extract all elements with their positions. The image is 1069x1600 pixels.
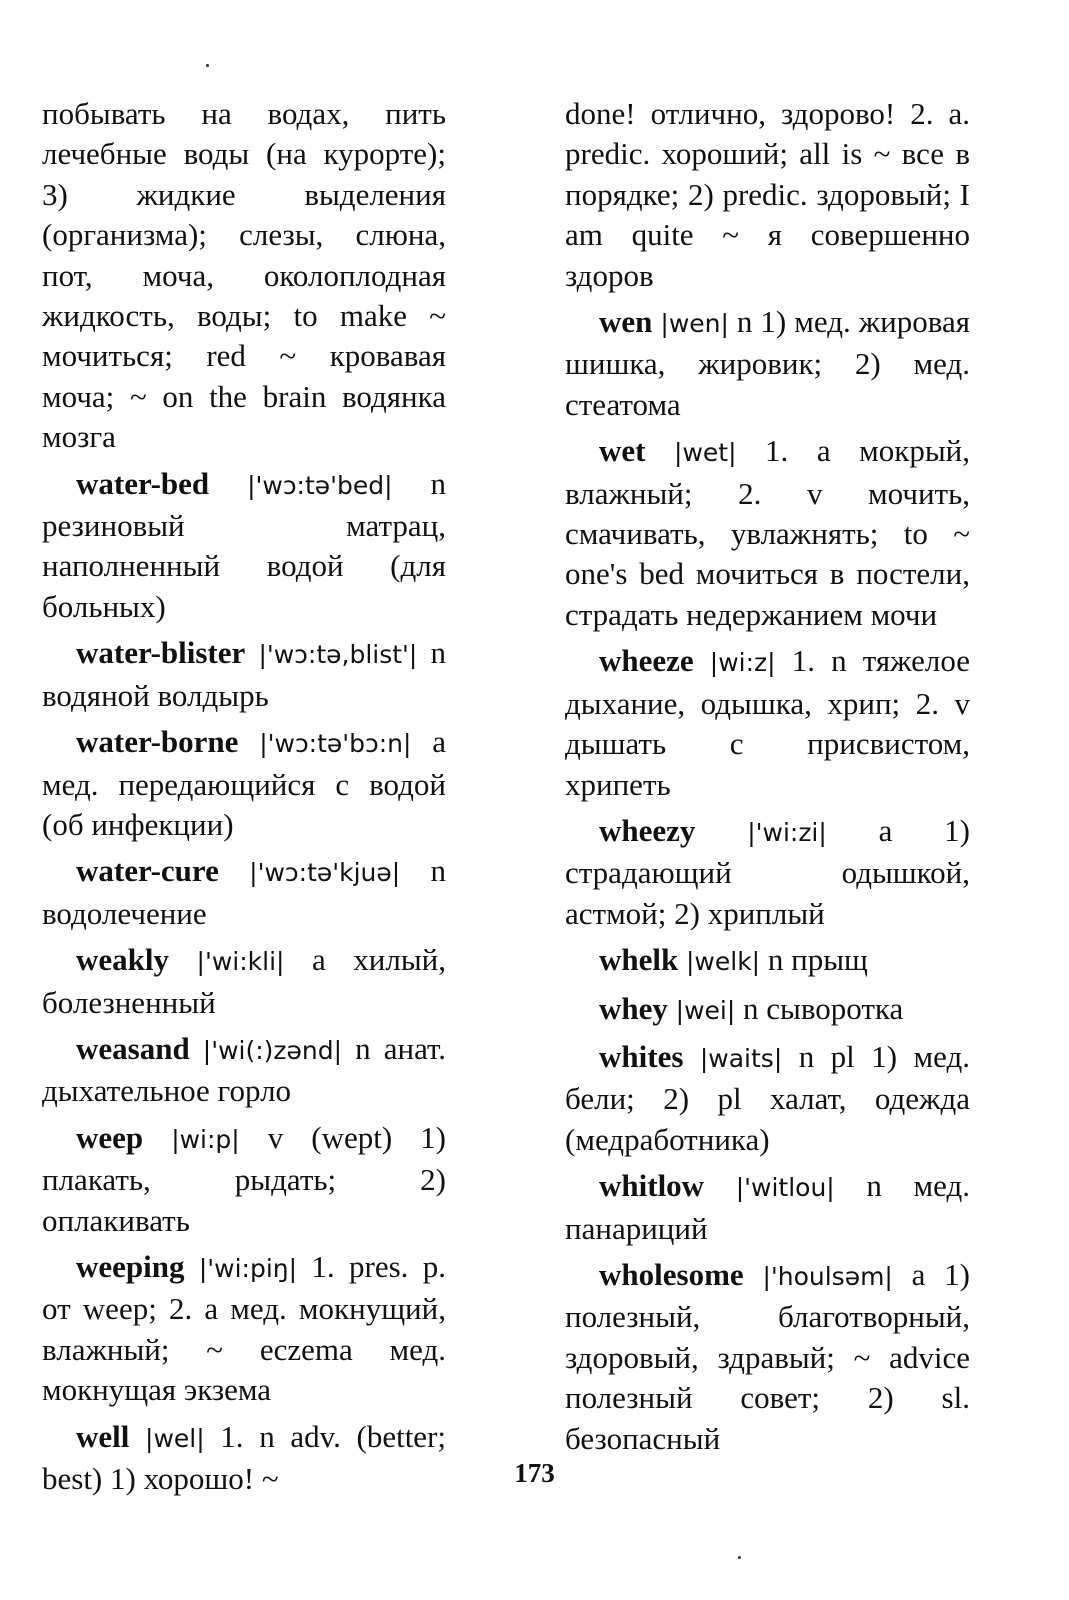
entry-headword: weeping xyxy=(76,1248,185,1284)
dictionary-entry xyxy=(565,94,970,296)
dictionary-entry xyxy=(42,1029,446,1112)
entry-headword: weasand xyxy=(76,1030,190,1066)
dictionary-entry xyxy=(42,722,446,845)
entry-transcription: |wi:z| xyxy=(709,648,776,678)
right-column xyxy=(565,94,970,1465)
scan-speck xyxy=(206,64,209,67)
entry-body: n водолечение xyxy=(42,853,446,931)
entry-body: n резиновый матрац, наполненный водой (для больных) xyxy=(42,465,446,624)
entry-body: n прыщ xyxy=(760,942,868,978)
dictionary-entry xyxy=(565,1255,970,1459)
entry-transcription: |'wɔ:tə'bɔ:n| xyxy=(259,729,412,759)
entry-headword: whelk xyxy=(599,942,679,978)
dictionary-entry xyxy=(42,1118,446,1241)
entry-body: 1. a мокрый, влажный; 2. v мочить, смачивать, увлажнять; to ~ one's bed мочиться в постели, страдать недержанием мочи xyxy=(565,433,970,632)
entry-headword: water-bed xyxy=(76,465,210,501)
entry-body: n анат. дыхательное горло xyxy=(42,1030,447,1109)
entry-transcription: |'wɔ:tə'kjuə| xyxy=(249,858,401,888)
dictionary-entry xyxy=(565,989,970,1031)
entry-body: a 1) страдающий одышкой, астмой; 2) хриплый xyxy=(565,812,970,931)
entry-transcription: |wi:p| xyxy=(171,1124,240,1154)
entry-body: n мед. панариций xyxy=(565,1168,970,1246)
entry-transcription: |'wɔ:tə'bed| xyxy=(247,470,393,500)
entry-headword: wheezy xyxy=(599,812,696,848)
left-column xyxy=(42,94,446,1505)
dictionary-entry xyxy=(565,940,970,982)
entry-body: n водяной волдырь xyxy=(42,635,447,713)
dictionary-entry xyxy=(565,811,970,934)
entry-body: n 1) мед. жировая шишка, жировик; 2) мед. стеатома xyxy=(565,304,970,422)
entry-body: a хилый, болезненный xyxy=(42,942,446,1020)
entry-transcription: |'wi:piŋ| xyxy=(198,1253,298,1283)
entry-body: n pl 1) мед. бели; 2) pl халат, одежда (медработника) xyxy=(565,1038,971,1157)
page-number: 173 xyxy=(514,1458,555,1488)
entry-body: побывать на водах, пить лечебные воды (на курорте); 3) жидкие выделения (организма); слезы, слюна, пот, моча, околоплодная жидкость, воды; to make ~ мочиться; red ~ кровавая моча; ~ on the brain водянка мозга xyxy=(42,96,446,455)
entry-headword: water-borne xyxy=(76,724,239,760)
entry-headword: whey xyxy=(599,990,668,1026)
entry-headword: weep xyxy=(76,1119,144,1155)
entry-headword: wet xyxy=(599,433,646,469)
entry-body: 1. n тяжелое дыхание, одышка, хрип; 2. v дышать с присвистом, хрипеть xyxy=(565,643,970,802)
entry-headword: whitlow xyxy=(599,1168,705,1204)
dictionary-entry xyxy=(565,641,970,805)
dictionary-entry xyxy=(565,302,970,425)
entry-headword: water-blister xyxy=(76,635,246,671)
entry-headword: water-cure xyxy=(76,853,219,889)
entry-body: n сыворотка xyxy=(735,990,904,1026)
entry-transcription: |'wi(:)zənd| xyxy=(202,1035,343,1065)
entry-transcription: |'wi:kli| xyxy=(196,947,285,977)
dictionary-entry xyxy=(565,1037,970,1160)
dictionary-entry xyxy=(42,940,446,1023)
dictionary-entry xyxy=(42,94,446,458)
dictionary-entry xyxy=(42,1247,446,1411)
entry-body: 1. n adv. (better; best) 1) хорошо! ~ xyxy=(42,1418,447,1496)
entry-body: v (wept) 1) плакать, рыдать; 2) оплакивать xyxy=(42,1119,447,1238)
entry-transcription: |wei| xyxy=(675,995,736,1025)
entry-headword: well xyxy=(76,1418,130,1454)
entry-body: a мед. передающийся с водой (об инфекции) xyxy=(42,724,447,842)
dictionary-entry xyxy=(42,464,446,628)
entry-transcription: |'wi:zi| xyxy=(747,817,827,847)
entry-transcription: |waits| xyxy=(699,1043,783,1073)
entry-transcription: |wen| xyxy=(660,309,729,339)
entry-headword: wholesome xyxy=(599,1256,744,1292)
entry-transcription: |wet| xyxy=(674,438,737,468)
entry-headword: wen xyxy=(599,304,653,340)
entry-body: 1. pres. p. от weep; 2. a мед. мокнущий, влажный; ~ eczema мед. мокнущая экзема xyxy=(42,1248,447,1408)
entry-body: done! отлично, здорово! 2. a. predic. хороший; all is ~ все в порядке; 2) predic. здоровый; I am quite ~ я совершенно здоров xyxy=(565,96,970,293)
entry-transcription: |'witlou| xyxy=(735,1173,835,1203)
entry-body: a 1) полезный, благотворный, здоровый, здравый; ~ advice полезный совет; 2) sl. безопасный xyxy=(565,1256,970,1456)
dictionary-entry xyxy=(565,1166,970,1249)
entry-headword: whites xyxy=(599,1038,684,1074)
dictionary-entry xyxy=(42,851,446,934)
entry-headword: weakly xyxy=(76,942,169,978)
entry-transcription: |'wɔ:tə,blist'| xyxy=(258,640,418,670)
dictionary-entry xyxy=(565,431,970,635)
entry-headword: wheeze xyxy=(599,643,694,679)
entry-transcription: |wel| xyxy=(145,1423,205,1453)
dictionary-entry xyxy=(42,633,446,716)
scan-speck xyxy=(738,1556,741,1559)
entry-transcription: |welk| xyxy=(686,947,761,977)
entry-transcription: |'houlsəm| xyxy=(762,1261,893,1291)
